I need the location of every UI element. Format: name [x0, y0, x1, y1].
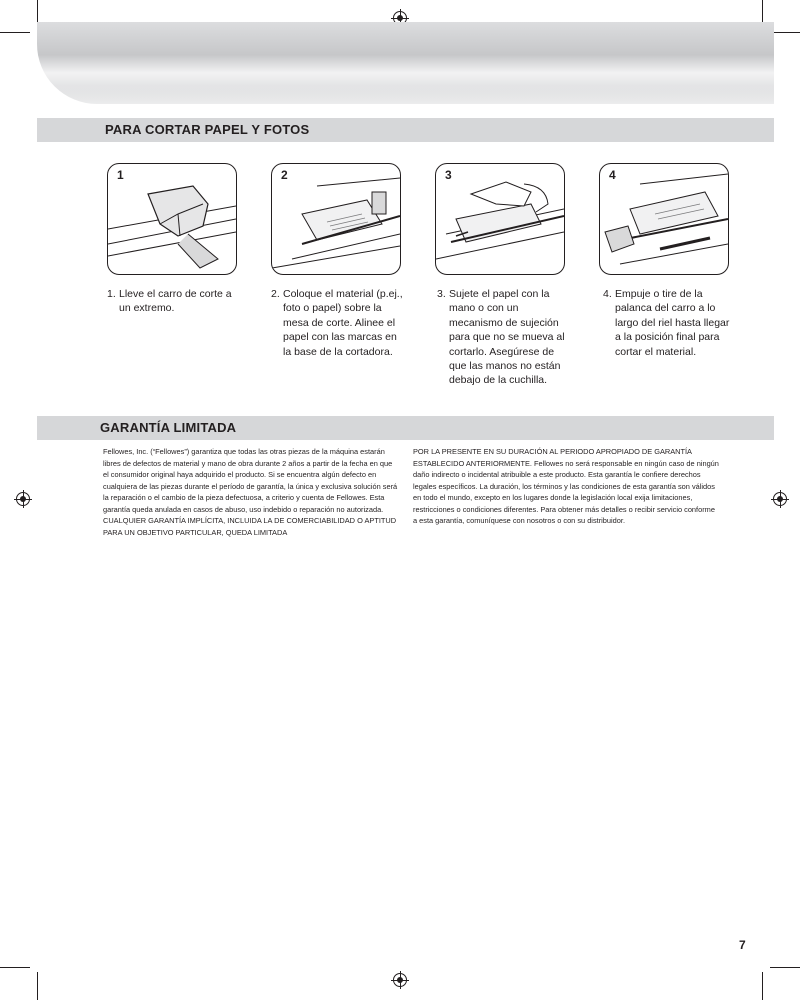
- step-number: 1: [117, 168, 124, 182]
- step-instruction-2: [271, 287, 406, 359]
- step-number: 4: [609, 168, 616, 182]
- step-text: Empuje o tire de la palanca del carro a lo largo del riel hasta llegar a la posición final para cortar el material.: [615, 288, 730, 358]
- crop-mark: [0, 32, 30, 33]
- step-text: Lleve el carro de corte a un extremo.: [119, 288, 232, 315]
- crop-mark: [0, 967, 30, 968]
- step-instruction-3: [437, 287, 572, 388]
- section-title: PARA CORTAR PAPEL Y FOTOS: [105, 122, 310, 137]
- crop-mark: [770, 32, 800, 33]
- step-text: Coloque el material (p.ej., foto o papel) sobre la mesa de corte. Alinee el papel con las marcas en la base de la cortadora.: [283, 288, 403, 358]
- section-header: [37, 118, 774, 142]
- step-illustration-3: [435, 163, 565, 275]
- registration-mark-icon: [393, 973, 407, 987]
- crop-mark: [762, 972, 763, 1000]
- header-banner: [37, 22, 774, 104]
- cutter-table-icon: [272, 164, 400, 274]
- step-label: 1.: [107, 288, 116, 300]
- section-title: GARANTÍA LIMITADA: [100, 420, 237, 435]
- step-label: 2.: [271, 288, 280, 300]
- cutting-motion-icon: [600, 164, 728, 274]
- step-label: 3.: [437, 288, 446, 300]
- crop-mark: [770, 967, 800, 968]
- registration-mark-icon: [773, 492, 787, 506]
- crop-mark: [37, 972, 38, 1000]
- step-illustration-1: [107, 163, 237, 275]
- hand-holding-paper-icon: [436, 164, 564, 274]
- step-label: 4.: [603, 288, 612, 300]
- step-number: 3: [445, 168, 452, 182]
- section-header: [37, 416, 774, 440]
- step-instruction-4: [603, 287, 738, 359]
- cutter-carriage-icon: [108, 164, 236, 274]
- page-number: 7: [739, 938, 746, 952]
- step-illustration-2: [271, 163, 401, 275]
- step-number: 2: [281, 168, 288, 182]
- registration-mark-icon: [16, 492, 30, 506]
- step-instruction-1: [107, 287, 242, 316]
- step-illustration-4: [599, 163, 729, 275]
- warranty-text-col2: POR LA PRESENTE EN SU DURACIÓN AL PERIODO APROPIADO DE GARANTÍA ESTABLECIDO ANTERIORMENTE. Fellowes no será responsable en ningún caso de ningún daño indirecto o incidental atribuible a este producto. Esta garantía le confiere derechos legales específicos. La duración, los términos y las condiciones de esta garantía son válidos en todo el mundo, excepto en los lugares donde la legislación local exija limitaciones, restricciones o condiciones diferentes. Para obtener más detalles o recibir servicio conforme a esta garantía, comuníquese con nosotros o con su distribuidor.: [413, 447, 719, 525]
- warranty-text-col1: Fellowes, Inc. (“Fellowes”) garantiza que todas las otras piezas de la máquina estarán libres de defectos de material y mano de obra durante 2 años a partir de la fecha en que el consumidor original haya adquirido el producto. Si se encuentra algún defecto en cualquiera de las piezas durante el período de garantía, la única y exclusiva solución será la reparación o el cambio de la pieza defectuosa, a criterio y cuenta de Fellowes. Esta garantía queda anulada en casos de abuso, uso indebido o reparación no autorizada. CUALQUIER GARANTÍA IMPLÍCITA, INCLUIDA LA DE COMERCIABILIDAD O APTITUD PARA UN OBJETIVO PARTICULAR, QUEDA LIMITADA: [103, 447, 398, 537]
- step-text: Sujete el papel con la mano o con un mecanismo de sujeción para que no se mueva al cortarlo. Asegúrese de que las manos no están debajo de la cuchilla.: [449, 288, 565, 387]
